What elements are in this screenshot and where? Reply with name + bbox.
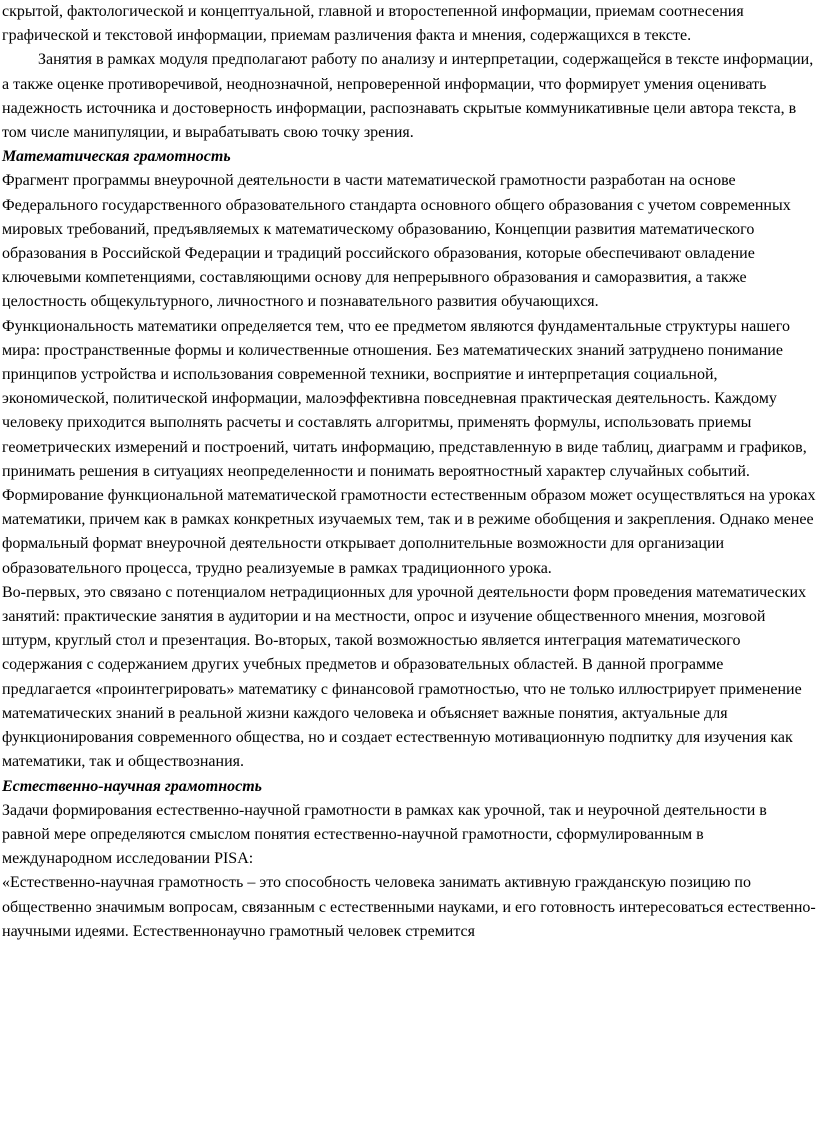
paragraph-math-functionality: Функциональность математики определяется тем, что ее предметом являются фундаментальные структуры нашего мира: пространственные формы и количественные отношения. Без математических знаний затруднено понимание принципов устройства и использования современной техники, восприятие и интерпретация социальной, экономической, политической информации, малоэффективна повседневная практическая деятельность. Каждому человеку приходится выполнять расчеты и составлять алгоритмы, применять формулы, использовать приемы геометрических измерений и построений, читать информацию, представленную в виде таблиц, диаграмм и графиков, принимать решения в ситуациях неопределенности и понимать вероятностный характер случайных событий.	[2, 317, 807, 480]
paragraph-math-literacy-formation: Формирование функциональной математической грамотности естественным образом может осуществляться на уроках математики, причем как в рамках конкретных изучаемых тем, так и в режиме обобщения и закрепления. Однако менее формальный формат внеурочной деятельности открывает дополнительные возможности для организации образовательного процесса, трудно реализуемые в рамках традиционного урока.	[2, 487, 816, 577]
section-heading-math-literacy: Математическая грамотность	[2, 148, 231, 166]
paragraph-science-literacy-definition: «Естественно-научная грамотность – это способность человека занимать активную гражданскую позицию по общественно значимым вопросам, связанным с естественными науками, и его готовность интересоваться естественно-научными идеями. Естественнонаучно грамотный человек стремится	[2, 874, 816, 940]
paragraph-module-classes: Занятия в рамках модуля предполагают работу по анализу и интерпретации, содержащейся в тексте информации, а также оценке противоречивой, неоднозначной, непроверенной информации, что формирует умения оценивать надежность источника и достоверность информации, распознавать скрытые коммуникативные цели автора текста, в том числе манипуляции, и вырабатывать свою точку зрения.	[2, 51, 814, 142]
paragraph-text-analysis-skills: скрытой, фактологической и концептуальной, главной и второстепенной информации, приемам соотнесения графической и текстовой информации, приемам различения факта и мнения, содержащихся в тексте.	[2, 3, 744, 45]
section-heading-science-literacy: Естественно-научная грамотность	[2, 777, 262, 795]
paragraph-science-literacy-tasks: Задачи формирования естественно-научной грамотности в рамках как урочной, так и неурочной деятельности в равной мере определяются смыслом понятия естественно-научной грамотности, сформулированным в международном исследовании PISA:	[2, 801, 767, 868]
paragraph-math-program-fragment: Фрагмент программы внеурочной деятельности в части математической грамотности разработан на основе Федерального государственного образовательного стандарта основного общего образования с учетом современных мировых требований, предъявляемых к математическому образованию, Концепции развития математического образования в Российской Федерации и традиций российского образования, которые обеспечивают овладение ключевыми компетенциями, составляющими основу для непрерывного образования и саморазвития, а также целостность общекультурного, личностного и познавательного развития обучающихся.	[2, 172, 791, 311]
paragraph-math-integration: Во-первых, это связано с потенциалом нетрадиционных для урочной деятельности форм проведения математических занятий: практические занятия в аудитории и на местности, опрос и изучение общественного мнения, мозговой штурм, круглый стол и презентация. Во-вторых, такой возможностью является интеграция математического содержания с содержанием других учебных предметов и образовательных областей. В данной программе предлагается «проинтегрировать» математику с финансовой грамотностью, что не только иллюстрирует применение математических знаний в реальной жизни каждого человека и объясняет важные понятия, актуальные для функционирования современного общества, но и создает естественную мотивационную подпитку для изучения как математики, так и обществознания.	[2, 583, 807, 771]
